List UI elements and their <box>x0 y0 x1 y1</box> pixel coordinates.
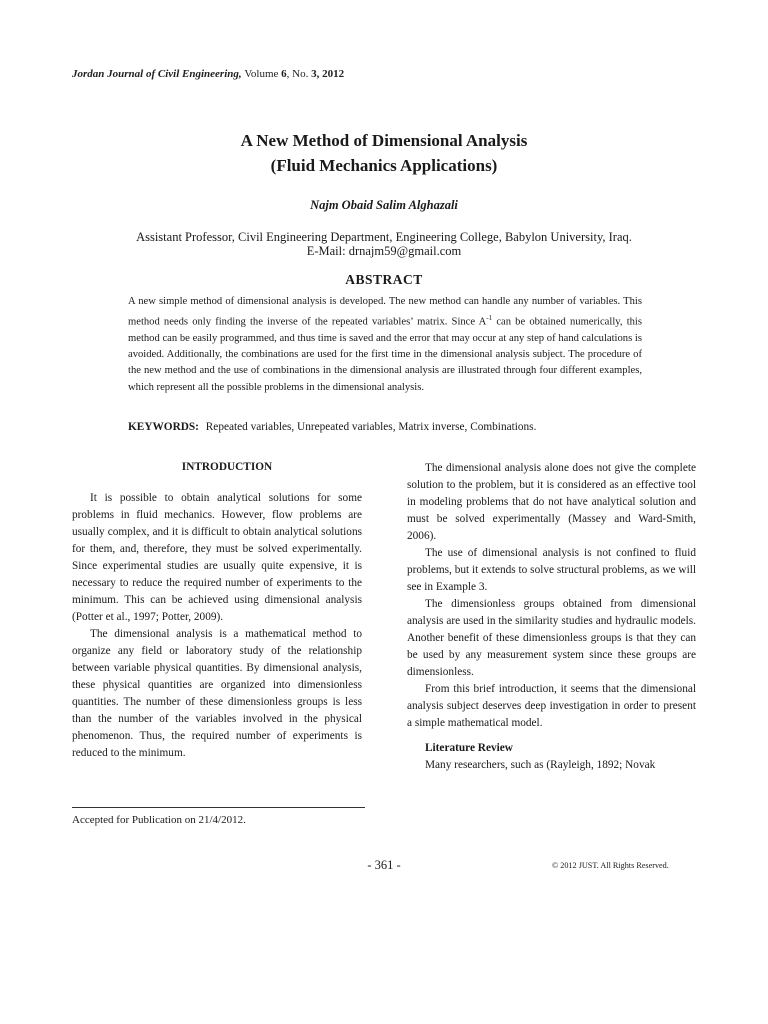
intro-paragraph-4: The use of dimensional analysis is not confined to fluid problems, but it extends to solve structural problems, as we will see in Example 3. <box>407 547 696 593</box>
number-label: , No. <box>286 68 309 80</box>
intro-paragraph-3: The dimensional analysis alone does not give the complete solution to the problem, but it is considered as an effective tool in modeling problems that do not have analytical solution and must be solved experimentally (Massey and Ward-Smith, 2006). <box>407 462 696 542</box>
abstract-text <box>128 294 642 396</box>
footnote: Accepted for Publication on 21/4/2012. <box>72 814 246 826</box>
keywords-label: KEYWORDS: <box>128 421 199 433</box>
issue-number: 3, 2012 <box>311 68 345 80</box>
abstract-text-part1: A new simple method of dimensional analysis is developed. The new method can handle any number of variables. This method needs only finding the inverse of the repeated variables’ matrix. Since A <box>128 296 642 328</box>
introduction-heading: INTRODUCTION <box>181 461 273 473</box>
right-column <box>407 460 696 774</box>
paper-title-line2: (Fluid Mechanics Applications) <box>270 156 498 175</box>
intro-paragraph-5: The dimensionless groups obtained from dimensional analysis are used in the similarity studies and hydraulic models. Another benefit of these dimensionless groups is that they can be used by any measurement system since these groups are dimensionless. <box>407 598 696 678</box>
volume-number: 6 <box>281 68 287 80</box>
page-number: - 361 - <box>367 858 401 872</box>
literature-review-heading: Literature Review <box>425 742 513 754</box>
abstract-superscript: -1 <box>486 314 493 323</box>
volume-label: Volume <box>244 68 279 80</box>
copyright-notice: © 2012 JUST. All Rights Reserved. <box>552 861 669 870</box>
keywords-text: Repeated variables, Unrepeated variables, Matrix inverse, Combinations. <box>205 421 537 433</box>
journal-header <box>72 68 344 80</box>
literature-review-text: Many researchers, such as (Rayleigh, 1892; Novak <box>425 759 656 771</box>
keywords <box>128 421 536 433</box>
intro-paragraph-1: It is possible to obtain analytical solutions for some problems in fluid mechanics. However, flow problems are usually complex, and it is difficult to obtain analytical solutions for them, and, therefore, they must be solved experimentally. Since experimental studies are usually quite expensive, it is necessary to reduce the required number of experiments to the minimum. This can be achieved using dimensional analysis (Potter et al., 1997; Potter, 2009). <box>72 492 362 623</box>
author-email: E-Mail: drnajm59@gmail.com <box>306 244 462 258</box>
abstract-text-part2: can be obtained numerically, this method can be easily programmed, and thus time is saved and the error that may occur at any step of hand calculations is avoided. Additionally, the combinations are used for the first time in the dimensional analysis subject. The procedure of the new method and the use of combinations in the dimensional analysis are illustrated through four different examples, which represent all the possible problems in the dimensional analysis. <box>128 316 642 393</box>
left-column <box>72 490 362 762</box>
footnote-divider <box>72 807 365 808</box>
author-name: Najm Obaid Salim Alghazali <box>310 198 458 212</box>
affiliation: Assistant Professor, Civil Engineering Department, Engineering College, Babylon University, Iraq. <box>136 230 632 244</box>
abstract-heading: ABSTRACT <box>345 272 423 287</box>
intro-paragraph-6: From this brief introduction, it seems that the dimensional analysis subject deserves deep investigation in order to present a simple mathematical model. <box>407 683 696 729</box>
journal-name: Jordan Journal of Civil Engineering, <box>72 68 242 80</box>
paper-title-line1: A New Method of Dimensional Analysis <box>240 131 528 150</box>
intro-paragraph-2: The dimensional analysis is a mathematical method to organize any field or laboratory study of the relationship between variable physical quantities. By dimensional analysis, these physical quantities are organized into dimensionless quantities. The number of these dimensionless groups is less than the number of the variables involved in the physical phenomenon. Thus, the required number of experiments is reduced to the minimum. <box>72 628 362 759</box>
